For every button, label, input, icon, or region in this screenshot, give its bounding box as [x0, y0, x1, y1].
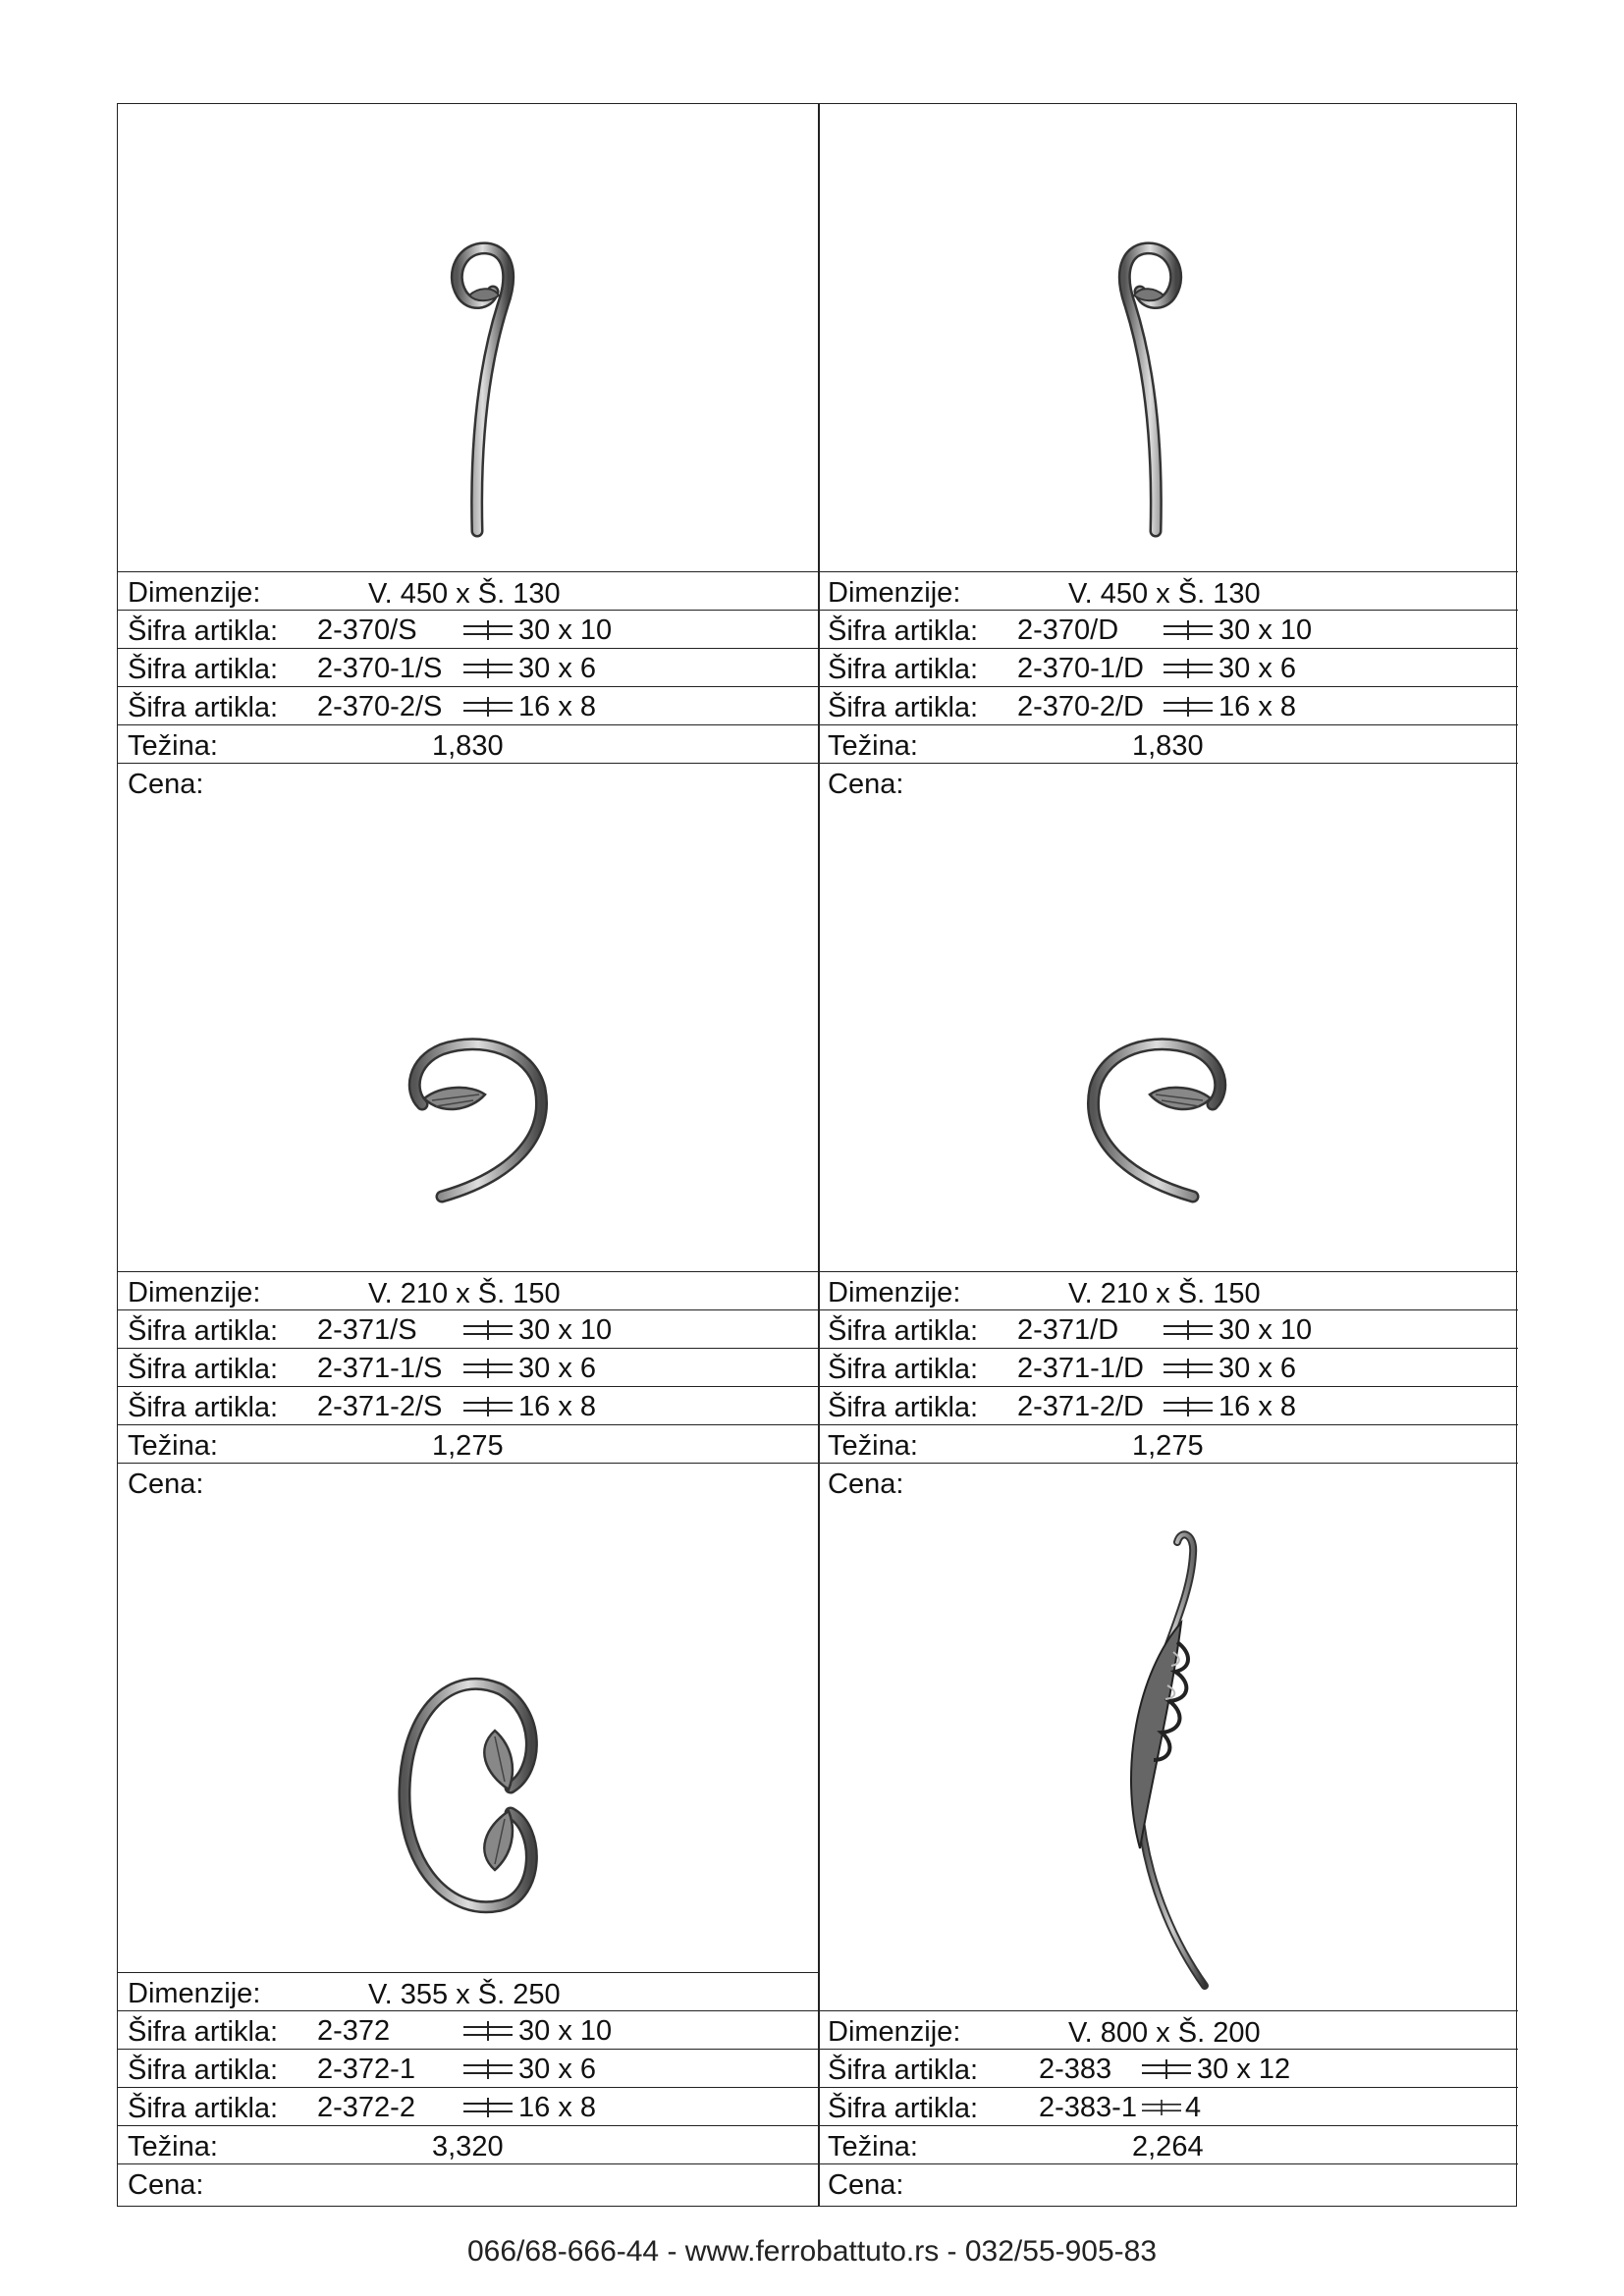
code-label: Šifra artikla:	[828, 1354, 979, 1385]
profile-value: 16 x 8	[1218, 1391, 1296, 1422]
weight-value: 1,275	[432, 1430, 504, 1462]
code-label: Šifra artikla:	[828, 2055, 979, 2086]
code-row	[118, 648, 818, 686]
code-row	[118, 1386, 818, 1424]
profile-icon	[1142, 2098, 1181, 2117]
product-image	[818, 804, 1518, 1271]
product-image	[818, 1505, 1518, 2010]
code-row	[818, 610, 1518, 648]
price-row	[118, 1463, 818, 1501]
price-row	[118, 763, 818, 801]
code-label: Šifra artikla:	[128, 2093, 279, 2124]
dimensions-value: V. 800 x Š. 200	[1068, 2017, 1261, 2049]
dimensions-row	[118, 1972, 818, 2010]
profile-icon	[463, 620, 513, 640]
profile-value: 30 x 6	[1218, 653, 1296, 684]
price-label: Cena:	[128, 2169, 204, 2201]
code-label: Šifra artikla:	[828, 692, 979, 723]
code-value: 2-370/S	[317, 614, 417, 646]
code-row	[818, 1348, 1518, 1386]
code-row	[818, 648, 1518, 686]
code-value: 2-372-1	[317, 2054, 415, 2085]
profile-icon	[463, 1320, 513, 1340]
code-row	[118, 2010, 818, 2049]
product-card	[818, 104, 1518, 804]
product-image	[818, 104, 1518, 571]
code-row	[818, 1386, 1518, 1424]
price-row	[818, 1463, 1518, 1501]
dimensions-value: V. 210 x Š. 150	[1068, 1278, 1261, 1309]
weight-row	[818, 724, 1518, 763]
code-label: Šifra artikla:	[128, 2016, 279, 2048]
c-scroll-double-leaf-icon	[393, 1672, 569, 1927]
weight-value: 1,830	[1132, 730, 1204, 762]
product-card	[118, 804, 818, 1505]
product-card	[118, 1505, 818, 2206]
code-row	[118, 2049, 818, 2087]
code-value: 2-371-2/S	[317, 1391, 443, 1422]
contact-footer: 066/68-666-44 - www.ferrobattuto.rs - 032/55-905-83	[466, 2235, 1158, 2268]
code-row	[118, 1348, 818, 1386]
price-label: Cena:	[128, 1468, 204, 1500]
profile-icon	[463, 2021, 513, 2041]
profile-value: 16 x 8	[518, 2092, 596, 2123]
code-label: Šifra artikla:	[828, 1392, 979, 1423]
code-label: Šifra artikla:	[128, 2055, 279, 2086]
dimensions-label: Dimenzije:	[828, 2016, 961, 2048]
weight-row	[818, 2125, 1518, 2163]
weight-row	[118, 1424, 818, 1463]
weight-label: Težina:	[128, 2131, 218, 2163]
code-value: 2-370-1/S	[317, 653, 443, 684]
weight-value: 1,275	[1132, 1430, 1204, 1462]
weight-label: Težina:	[828, 1430, 918, 1462]
profile-value: 30 x 10	[1218, 614, 1313, 646]
code-row	[818, 2049, 1518, 2087]
profile-value: 16 x 8	[518, 1391, 596, 1422]
code-row	[818, 686, 1518, 724]
weight-row	[118, 2125, 818, 2163]
code-value: 2-371-2/D	[1017, 1391, 1144, 1422]
product-image	[118, 1505, 818, 1972]
profile-icon	[463, 2098, 513, 2117]
code-label: Šifra artikla:	[828, 1315, 979, 1347]
dimensions-label: Dimenzije:	[128, 1978, 261, 2009]
code-value: 2-372	[317, 2015, 391, 2047]
code-row	[118, 2087, 818, 2125]
code-label: Šifra artikla:	[128, 1354, 279, 1385]
code-value: 2-371-1/S	[317, 1353, 443, 1384]
profile-value: 30 x 12	[1197, 2054, 1291, 2085]
profile-value: 30 x 10	[518, 1314, 613, 1346]
code-label: Šifra artikla:	[828, 654, 979, 685]
dimensions-row	[818, 571, 1518, 610]
code-row	[118, 686, 818, 724]
profile-icon	[1164, 659, 1213, 678]
product-card	[818, 804, 1518, 1505]
profile-value: 16 x 8	[1218, 691, 1296, 722]
weight-row	[818, 1424, 1518, 1463]
weight-label: Težina:	[128, 730, 218, 762]
code-value: 2-370-2/S	[317, 691, 443, 722]
dimensions-row	[818, 2010, 1518, 2049]
profile-icon	[463, 1397, 513, 1416]
profile-icon	[463, 1359, 513, 1378]
dimensions-row	[118, 571, 818, 610]
profile-value: 30 x 10	[1218, 1314, 1313, 1346]
profile-icon	[463, 697, 513, 717]
code-row	[818, 2087, 1518, 2125]
dimensions-row	[118, 1271, 818, 1309]
price-row	[818, 763, 1518, 801]
code-value: 2-370/D	[1017, 614, 1119, 646]
code-label: Šifra artikla:	[128, 1315, 279, 1347]
weight-label: Težina:	[128, 1430, 218, 1462]
product-image	[118, 804, 818, 1271]
code-label: Šifra artikla:	[128, 692, 279, 723]
code-value: 2-371/S	[317, 1314, 417, 1346]
weight-label: Težina:	[828, 730, 918, 762]
price-row	[818, 2163, 1518, 2202]
profile-icon	[1142, 2059, 1191, 2079]
product-card	[818, 1505, 1518, 2206]
price-row	[118, 2163, 818, 2202]
long-leaf-scroll-icon	[1083, 1524, 1240, 1996]
price-label: Cena:	[828, 1468, 904, 1500]
price-label: Cena:	[128, 769, 204, 800]
code-value: 2-370-2/D	[1017, 691, 1144, 722]
code-value: 2-371/D	[1017, 1314, 1119, 1346]
weight-row	[118, 724, 818, 763]
profile-icon	[1164, 697, 1213, 717]
dimensions-value: V. 355 x Š. 250	[368, 1979, 561, 2010]
scroll-leaf-left-icon	[403, 1030, 560, 1206]
code-value: 2-383-1	[1039, 2092, 1137, 2123]
code-label: Šifra artikla:	[128, 654, 279, 685]
profile-icon	[1164, 1397, 1213, 1416]
weight-value: 3,320	[432, 2131, 504, 2163]
dimensions-value: V. 450 x Š. 130	[368, 578, 561, 610]
product-image	[118, 104, 818, 571]
profile-icon	[1164, 1320, 1213, 1340]
profile-icon	[463, 2059, 513, 2079]
code-label: Šifra artikla:	[828, 2093, 979, 2124]
dimensions-row	[818, 1271, 1518, 1309]
dimensions-label: Dimenzije:	[128, 1277, 261, 1308]
profile-value: 30 x 10	[518, 614, 613, 646]
profile-value: 30 x 6	[1218, 1353, 1296, 1384]
weight-value: 1,830	[432, 730, 504, 762]
product-card	[118, 104, 818, 804]
catalog-grid	[117, 103, 1517, 2207]
profile-value: 30 x 10	[518, 2015, 613, 2047]
profile-icon	[1164, 1359, 1213, 1378]
profile-icon	[463, 659, 513, 678]
dimensions-label: Dimenzije:	[128, 577, 261, 609]
dimensions-label: Dimenzije:	[828, 577, 961, 609]
code-label: Šifra artikla:	[128, 1392, 279, 1423]
price-label: Cena:	[828, 769, 904, 800]
price-label: Cena:	[828, 2169, 904, 2201]
code-label: Šifra artikla:	[128, 615, 279, 647]
scroll-leaf-right-icon	[1075, 1030, 1232, 1206]
code-value: 2-371-1/D	[1017, 1353, 1144, 1384]
code-row	[118, 610, 818, 648]
dimensions-value: V. 210 x Š. 150	[368, 1278, 561, 1309]
code-label: Šifra artikla:	[828, 615, 979, 647]
scroll-right-tall-icon	[1083, 237, 1220, 551]
code-value: 2-370-1/D	[1017, 653, 1144, 684]
weight-label: Težina:	[828, 2131, 918, 2163]
profile-value: 16 x 8	[518, 691, 596, 722]
profile-value: 4	[1185, 2092, 1202, 2123]
code-value: 2-372-2	[317, 2092, 415, 2123]
profile-value: 30 x 6	[518, 653, 596, 684]
scroll-left-tall-icon	[412, 237, 550, 551]
profile-value: 30 x 6	[518, 2054, 596, 2085]
profile-value: 30 x 6	[518, 1353, 596, 1384]
weight-value: 2,264	[1132, 2131, 1204, 2163]
code-row	[118, 1309, 818, 1348]
code-row	[818, 1309, 1518, 1348]
dimensions-value: V. 450 x Š. 130	[1068, 578, 1261, 610]
code-value: 2-383	[1039, 2054, 1112, 2085]
profile-icon	[1164, 620, 1213, 640]
dimensions-label: Dimenzije:	[828, 1277, 961, 1308]
